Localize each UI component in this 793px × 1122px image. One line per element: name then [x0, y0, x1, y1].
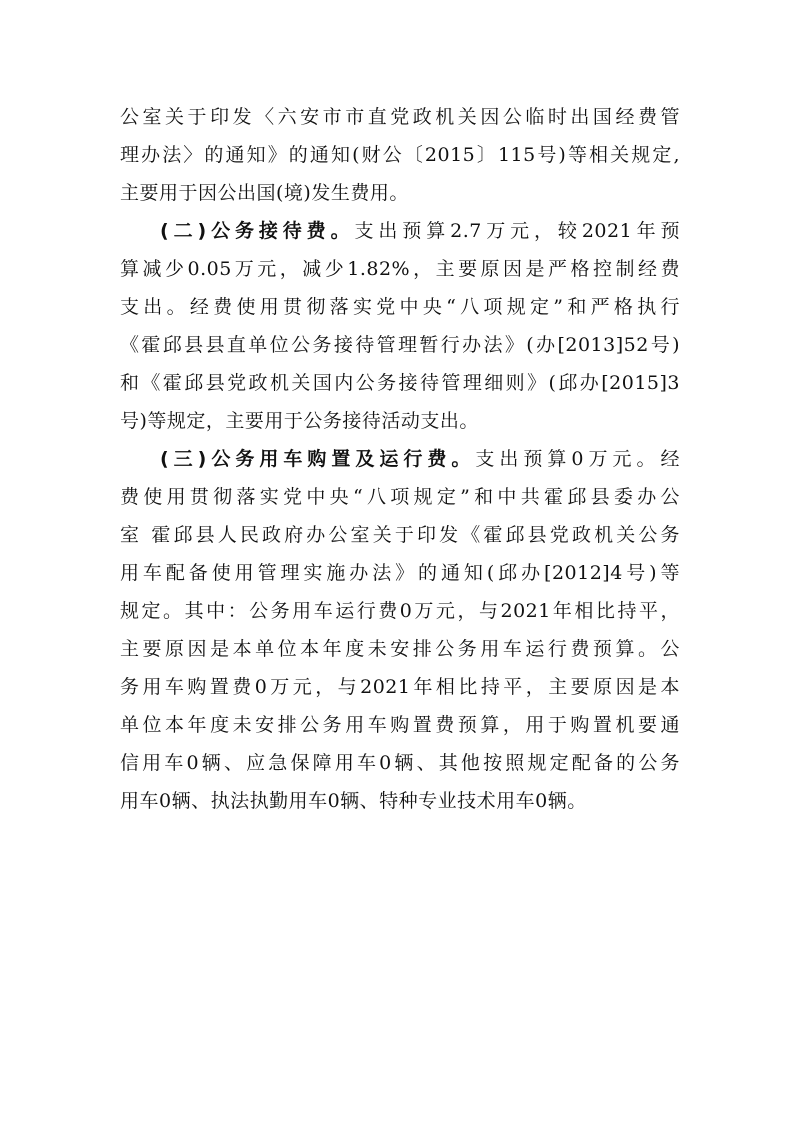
- text-line: 信用车0辆、应急保障用车0辆、其他按照规定配备的公务: [120, 752, 680, 774]
- paragraph-reception-expense: [120, 212, 680, 440]
- text-line: 支出。经费使用贯彻落实党中央“八项规定”和严格执行: [120, 296, 680, 318]
- text-span: 支出预算0万元。经: [475, 448, 680, 470]
- text-span: 支出预算2.7万元，较2021年预: [354, 220, 680, 242]
- text-line: 用车配备使用管理实施办法》的通知(邱办[2012]4号)等: [120, 562, 680, 584]
- section-heading-reception: (二)公务接待费。: [160, 220, 355, 242]
- text-line: 公室关于印发〈六安市市直党政机关因公临时出国经费管: [120, 106, 680, 128]
- text-line: 主要原因是本单位本年度未安排公务用车运行费预算。公: [120, 638, 680, 660]
- section-heading-vehicle: (三)公务用车购置及运行费。: [160, 448, 476, 470]
- body-text: [120, 98, 680, 820]
- text-line: 和《霍邱县党政机关国内公务接待管理细则》(邱办[2015]3: [120, 372, 680, 394]
- text-line: 规定。其中：公务用车运行费0万元，与2021年相比持平，: [120, 600, 680, 622]
- text-line: [120, 440, 680, 478]
- text-line: 室 霍邱县人民政府办公室关于印发《霍邱县党政机关公务: [120, 524, 680, 546]
- text-line: 《霍邱县县直单位公务接待管理暂行办法》(办[2013]52号): [120, 334, 680, 356]
- paragraph-vehicle-expense: [120, 440, 680, 820]
- text-line: 用车0辆、执法执勤用车0辆、特种专业技术用车0辆。: [120, 790, 587, 812]
- text-line: 务用车购置费0万元，与2021年相比持平，主要原因是本: [120, 676, 680, 698]
- text-line: 理办法〉的通知》的通知(财公〔2015〕115号)等相关规定,: [120, 144, 680, 166]
- text-line: [120, 212, 680, 250]
- paragraph-foreign-travel: [120, 98, 680, 212]
- text-line: 单位本年度未安排公务用车购置费预算，用于购置机要通: [120, 714, 680, 736]
- text-line: 号)等规定，主要用于公务接待活动支出。: [120, 410, 479, 432]
- text-line: 主要用于因公出国(境)发生费用。: [120, 182, 409, 204]
- text-line: 算减少0.05万元，减少1.82%，主要原因是严格控制经费: [120, 258, 680, 280]
- text-line: 费使用贯彻落实党中央“八项规定”和中共霍邱县委办公: [120, 486, 680, 508]
